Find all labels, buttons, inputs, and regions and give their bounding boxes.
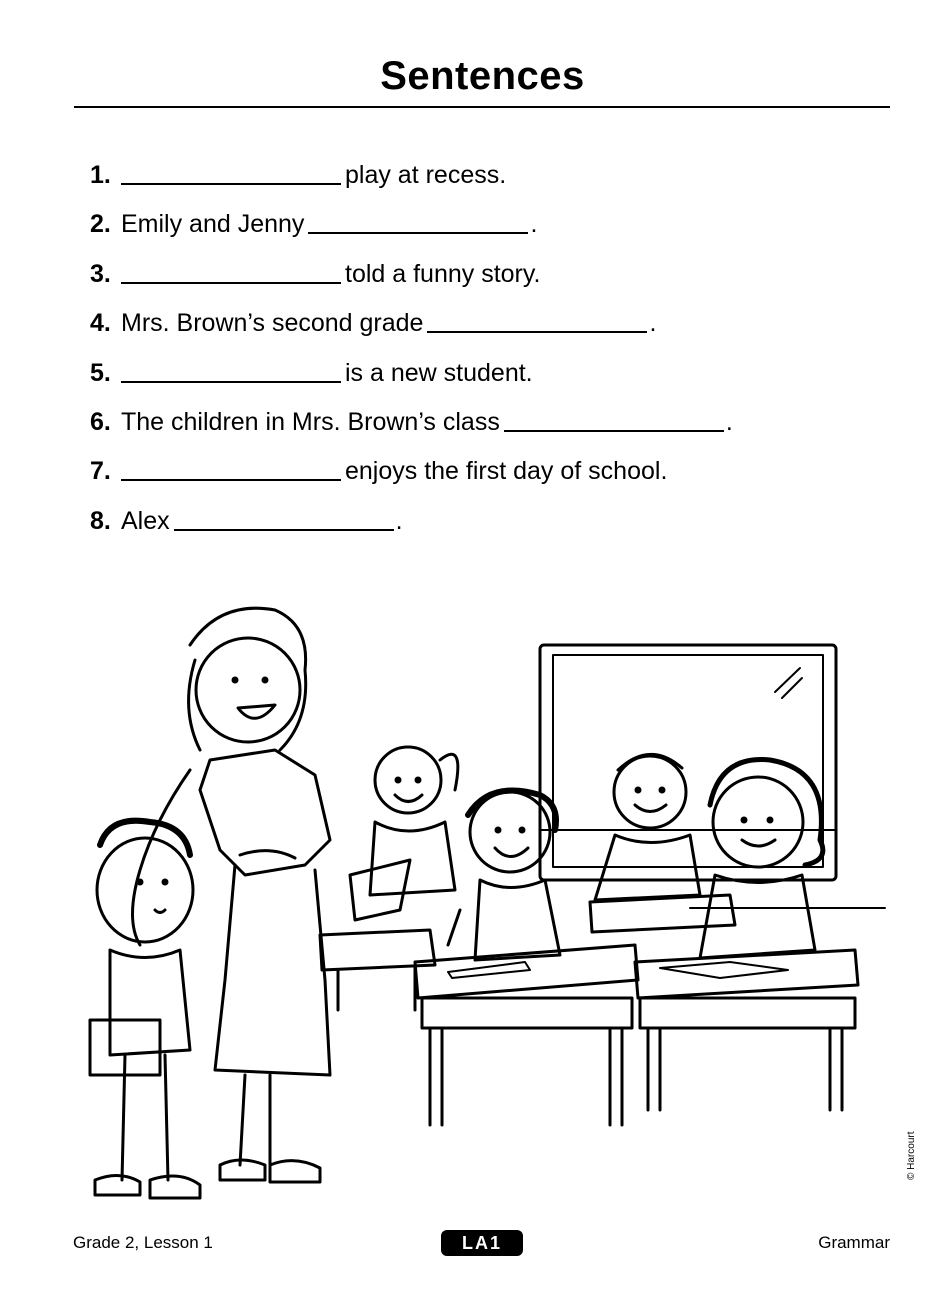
answer-blank[interactable] [427, 309, 647, 333]
subject-label: Grammar [818, 1233, 890, 1252]
answer-blank[interactable] [121, 260, 341, 284]
answer-blank[interactable] [121, 457, 341, 481]
sentence-text: Emily and Jenny [121, 210, 305, 239]
copyright-notice: © Harcourt [906, 1131, 917, 1180]
sentence-item [90, 156, 733, 205]
sentence-number: 7. [90, 457, 111, 486]
sentence-text: The children in Mrs. Brown’s class [121, 407, 500, 436]
sentence-text: play at recess. [345, 161, 507, 189]
answer-blank[interactable] [121, 161, 341, 185]
sentence-text: is a new student. [345, 358, 533, 387]
sentence-number: 2. [90, 210, 111, 239]
sentence-text: . [395, 506, 403, 535]
sentence-number: 3. [90, 259, 111, 288]
sentence-item [90, 403, 733, 452]
sentence-text: . [725, 407, 733, 436]
sentence-text: told a funny story. [345, 259, 541, 288]
sentence-text: . [649, 309, 657, 338]
sentence-item [90, 255, 733, 304]
student-figure [350, 747, 458, 920]
sentence-text: . [530, 210, 538, 239]
sentence-item [90, 354, 733, 403]
teacher-figure [133, 608, 331, 1182]
sentence-text: Mrs. Brown’s second grade [121, 309, 424, 338]
lesson-label: Grade 2, Lesson 1 [73, 1233, 213, 1252]
student-figure [595, 754, 700, 900]
desk [635, 950, 858, 1110]
student-figure [90, 821, 200, 1198]
sentence-number: 1. [90, 161, 111, 189]
classroom-illustration [70, 590, 900, 1215]
sentence-text: Alex [121, 506, 170, 535]
answer-blank[interactable] [504, 408, 724, 432]
sentence-item [90, 502, 733, 551]
sentence-item [90, 452, 733, 501]
answer-blank[interactable] [174, 507, 394, 531]
page-code-badge: LA1 [441, 1230, 523, 1256]
answer-blank[interactable] [121, 359, 341, 383]
sentence-number: 4. [90, 309, 111, 338]
title-divider [74, 106, 890, 108]
student-figure [700, 760, 823, 958]
answer-blank[interactable] [308, 210, 528, 234]
sentence-list [90, 156, 733, 551]
desk [415, 945, 638, 1125]
sentence-number: 8. [90, 506, 111, 535]
sentence-number: 5. [90, 358, 111, 387]
sentence-text: enjoys the first day of school. [345, 457, 668, 486]
page-title: Sentences [380, 54, 585, 98]
sentence-item [90, 304, 733, 353]
chalkboard [540, 645, 836, 880]
sentence-item [90, 205, 733, 254]
sentence-number: 6. [90, 407, 111, 436]
student-figure [448, 791, 560, 961]
